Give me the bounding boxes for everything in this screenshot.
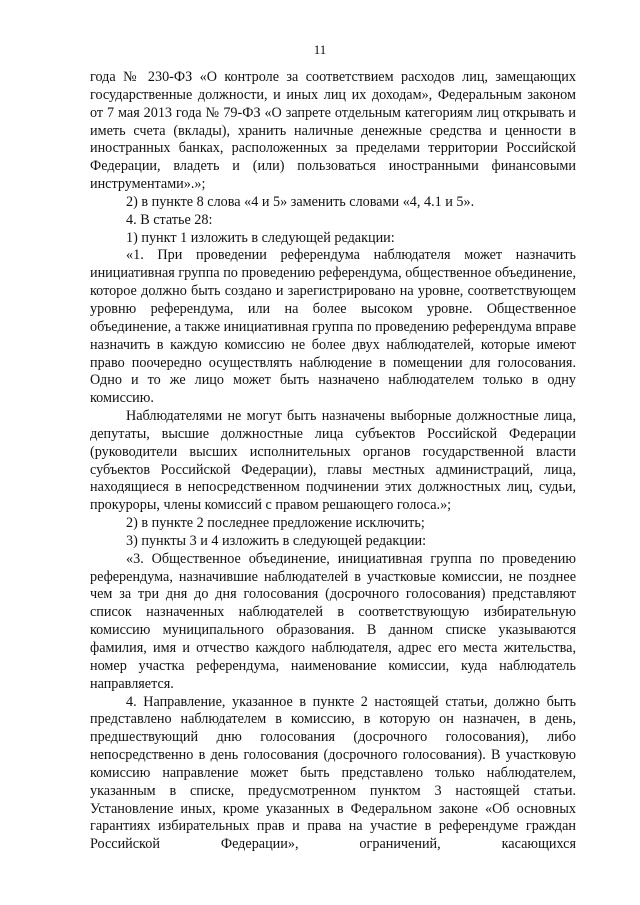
paragraph-observers-restrictions: Наблюдателями не могут быть назначены выборные должностные лица, депутаты, высшие должностные лица субъектов Российской Федерации (руководители высших исполнительных органов государственной власти субъектов Российской Федерации), главы местных администраций, лица, находящиеся в непосредственном подчинении этих должностных лиц, судьи, прокуроры, члены комиссий с правом решающего голоса.»; [90,408,576,514]
paragraph-point-4-text: 4. Направление, указанное в пункте 2 настоящей статьи, должно быть представлено наблюдателем в комиссию, в которую он назначен, в день, предшествующий дню голосования (досрочного голосования), либо непосредственно в день голосования (досрочного голосования). В участковую комиссию направление может быть представлено только наблюдателем, указанным в списке, предусмотренном пунктом 3 настоящей статьи. Установление иных, кроме указанных в Федеральном законе «Об основных гарантиях избирательных прав и права на участие в референдуме граждан Российской Федерации», ограничений, касающихся [90,693,576,853]
paragraph-item-2: 2) в пункте 8 слова «4 и 5» заменить словами «4, 4.1 и 5». [126,193,475,210]
document-body [90,69,576,854]
paragraph-item-1: 1) пункт 1 изложить в следующей редакции: [126,229,395,246]
paragraph-point-1-text: «1. При проведении референдума наблюдателя может назначить инициативная группа по проведению референдума, общественное объединение, которое должно быть создано и зарегистрировано на уровне, соответствующем уровню референдума, или на более высоком уровне. Общественное объединение, а также инициативная группа по проведению референдума вправе назначить в каждую комиссию не более двух наблюдателей, которые имеют право поочередно осуществлять наблюдение в помещении для голосования. Одно и то же лицо может быть назначено наблюдателем только в одну комиссию. [90,247,576,407]
paragraph-article-28-heading: 4. В статье 28: [126,211,213,228]
page-number: 11 [313,42,327,57]
paragraph-point-3-text: «3. Общественное объединение, инициативная группа по проведению референдума, назначившие наблюдателей в участковые комиссии, не позднее чем за три дня до дня голосования (досрочного голосования) представляют список назначенных наблюдателей в соответствующую избирательную комиссию муниципального образования. В данном списке указываются фамилия, имя и отчество каждого наблюдателя, адрес его места жительства, номер участка референдума, наименование комиссии, куда наблюдатель направляется. [90,550,576,692]
paragraph-item-3: 3) пункты 3 и 4 изложить в следующей редакции: [126,532,427,549]
paragraph-continuation: года № 230-ФЗ «О контроле за соответствием расходов лиц, замещающих государственные должности, и иных лиц их доходам», Федеральным законом от 7 мая 2013 года № 79-ФЗ «О запрете отдельным категориям лиц открывать и иметь счета (вклады), хранить наличные денежные средства и ценности в иностранных банках, расположенных за пределами территории Российской Федерации, владеть и (или) пользоваться иностранными финансовыми инструментами».»; [90,69,576,193]
paragraph-item-2-exclusion: 2) в пункте 2 последнее предложение исключить; [126,515,425,532]
